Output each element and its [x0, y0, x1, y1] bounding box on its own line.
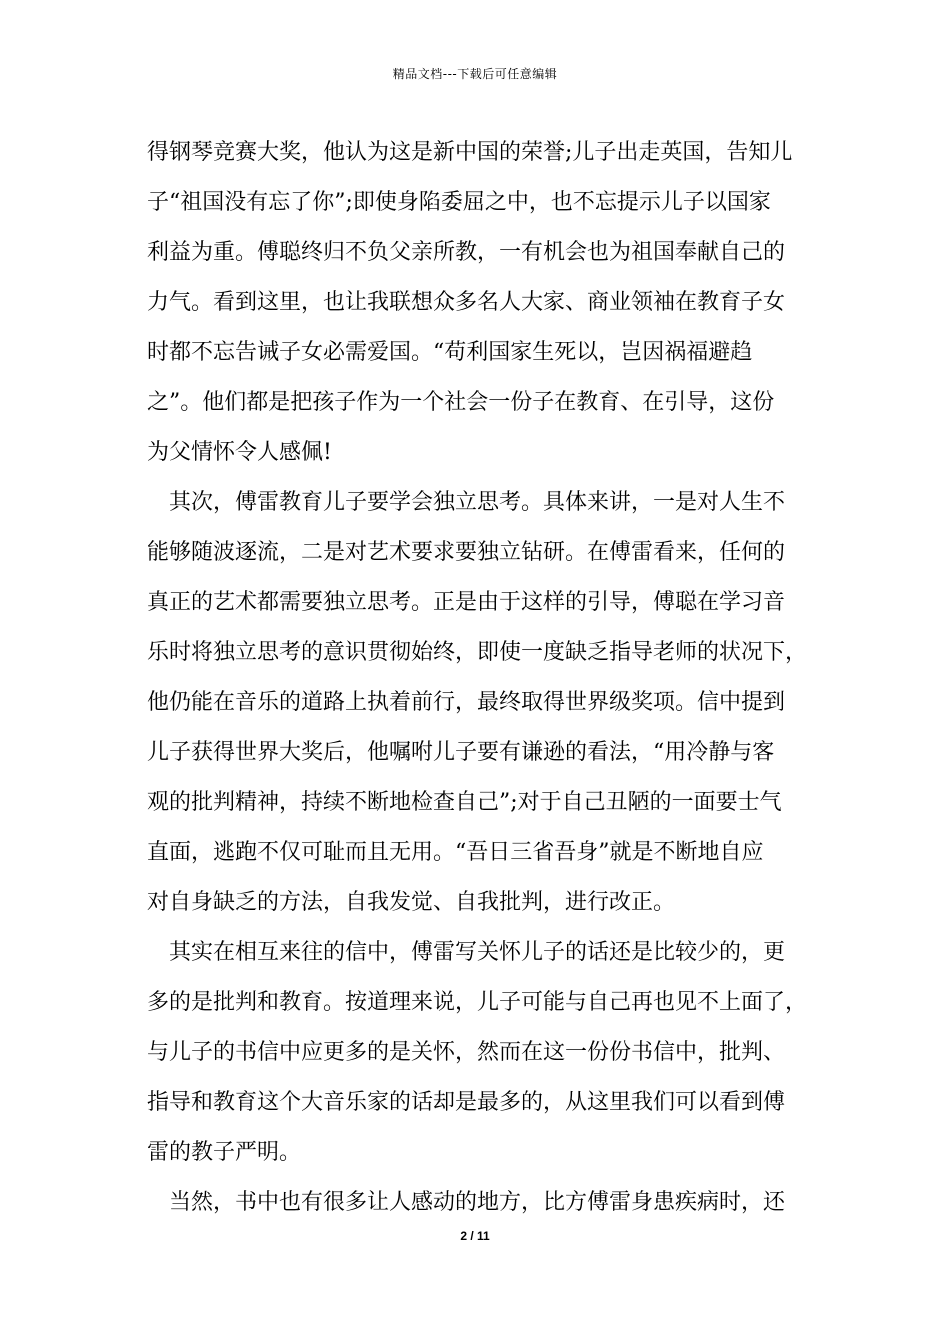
text-line: 他仍能在音乐的道路上执着前行，最终取得世界级奖项。信中提到 — [147, 690, 786, 715]
text-line: 子“祖国没有忘了你”;即使身陷委屈之中，也不忘提示儿子以国家 — [147, 190, 771, 215]
text-line: 多的是批判和教育。按道理来说，儿子可能与自己再也见不上面了， — [147, 990, 808, 1015]
paragraph-start-line: 其次，傅雷教育儿子要学会独立思考。具体来讲，一是对人生不 — [169, 490, 786, 515]
text-line: 力气。看到这里，也让我联想众多名人大家、商业领袖在教育子女 — [147, 290, 786, 315]
text-line: 与儿子的书信中应更多的是关怀，然而在这一份份书信中，批判、 — [147, 1040, 786, 1065]
text-line: 能够随波逐流，二是对艺术要求要独立钻研。在傅雷看来，任何的 — [147, 540, 786, 565]
text-line: 观的批判精神，持续不断地检查自己”;对于自己丑陋的一面要士气 — [147, 790, 782, 815]
text-line: 时都不忘告诫子女必需爱国。“苟利国家生死以，岂因祸福避趋 — [147, 340, 753, 365]
text-line: 儿子获得世界大奖后，他嘱咐儿子要有谦逊的看法，“用冷静与客 — [147, 740, 775, 765]
text-line: 指导和教育这个大音乐家的话却是最多的，从这里我们可以看到傅 — [147, 1090, 786, 1115]
paragraph-start-line: 其实在相互来往的信中，傅雷写关怀儿子的话还是比较少的，更 — [169, 940, 786, 965]
text-line: 为父情怀令人感佩! — [147, 440, 332, 465]
page-header: 精品文档---下载后可任意编辑 — [392, 67, 558, 81]
page-number: 2 / 11 — [460, 1229, 490, 1243]
text-line: 之”。他们都是把孩子作为一个社会一份子在教育、在引导，这份 — [147, 390, 775, 415]
document-body — [147, 128, 808, 1228]
text-line: 雷的教子严明。 — [147, 1140, 302, 1165]
text-line: 直面，逃跑不仅可耻而且无用。“吾日三省吾身”就是不断地自应 — [147, 840, 764, 865]
text-line: 真正的艺术都需要独立思考。正是由于这样的引导，傅聪在学习音 — [147, 590, 786, 615]
text-line: 利益为重。傅聪终归不负父亲所教，一有机会也为祖国奉献自己的 — [147, 240, 786, 265]
text-line: 乐时将独立思考的意识贯彻始终，即使一度缺乏指导老师的状况下， — [147, 640, 808, 665]
paragraph-start-line: 当然，书中也有很多让人感动的地方，比方傅雷身患疾病时，还 — [169, 1190, 786, 1215]
text-line: 得钢琴竞赛大奖，他认为这是新中国的荣誉;儿子出走英国，告知儿 — [147, 140, 793, 165]
text-line: 对自身缺乏的方法，自我发觉、自我批判，进行改正。 — [147, 890, 676, 915]
